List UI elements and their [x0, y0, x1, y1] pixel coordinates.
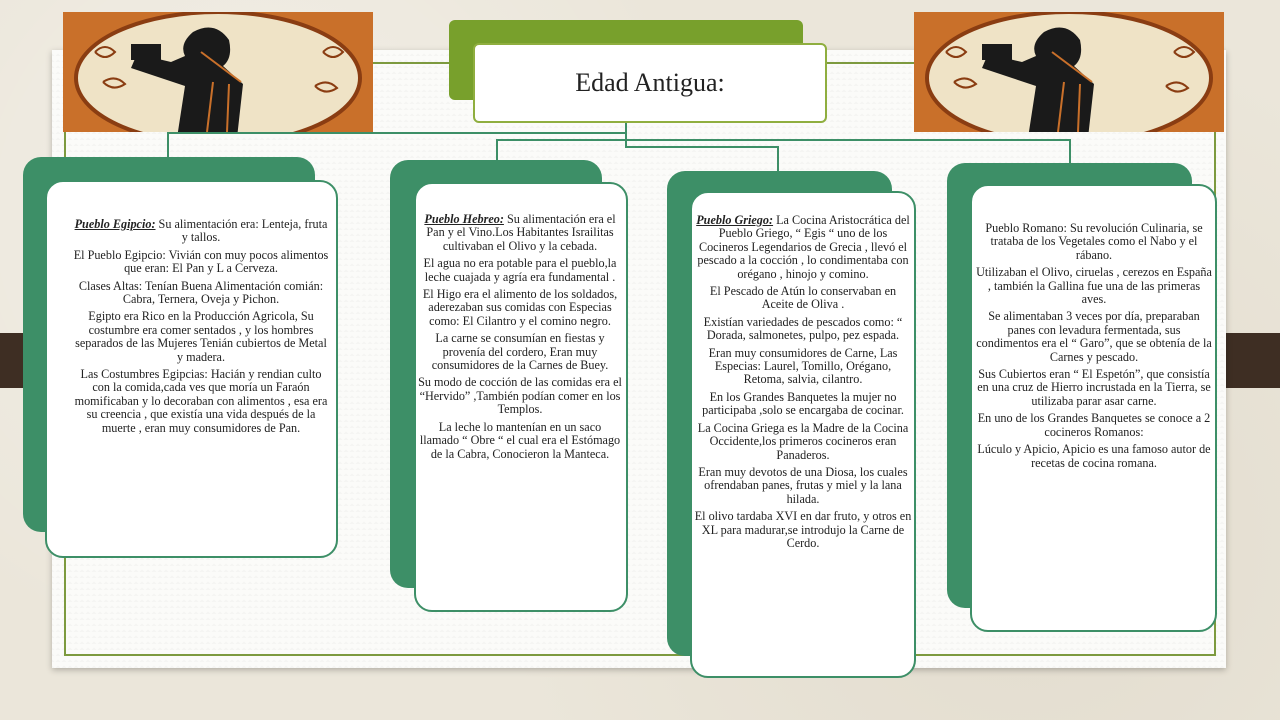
card-lead-paragraph [694, 214, 912, 281]
connector-griego [626, 123, 778, 172]
card-paragraph: En uno de los Grandes Banquetes se conoce a 2 cocineros Romanos: [977, 411, 1211, 439]
card-lead-text: Su alimentación era el Pan y el Vino.Los Habitantes Israilitas cultivaban el Olivo y la cebada. [426, 212, 616, 253]
left-decorative-image [63, 12, 373, 132]
card-paragraph: En los Grandes Banquetes la mujer no participaba ,solo se encargaba de cocinar. [702, 389, 904, 418]
greek-vase-icon [914, 12, 1224, 132]
card-text-egipcio [72, 218, 330, 439]
card-paragraph: La Cocina Griega es la Madre de la Cocina Occidente,los primeros cocineros eran Panaderos. [697, 420, 909, 462]
card-paragraph: Lúculo y Apicio, Apicio es una famoso autor de recetas de cocina romana. [977, 442, 1211, 470]
card-lead-paragraph [72, 218, 330, 245]
card-paragraph: Existían variedades de pescados como: “ Dorada, salmonetes, pulpo, pez espada. [703, 314, 903, 343]
card-paragraph: La carne se consumían en fiestas y provenía del cordero, Eran muy consumidores de la Carnes de Buey. [431, 331, 609, 373]
connector-hebreo [497, 123, 626, 162]
title-box [473, 43, 827, 123]
card-paragraph: Se alimentaban 3 veces por día, preparaban panes con levadura fermentada, sus condimentos era el “ Garo”, que se obtenía de la Carnes y pescado. [976, 309, 1212, 364]
card-paragraph: Sus Cubiertos eran “ El Espetón”, que consistía en una cruz de Hierro incrustada en la Tierra, se utilizaba parar asar carne. [977, 367, 1211, 408]
card-text-griego [694, 214, 912, 554]
card-paragraph: Utilizaban el Olivo, ciruelas , cerezos en España , también la Gallina fue una de las primeras aves. [976, 265, 1212, 307]
card-paragraph: Eran muy consumidores de Carne, Las Especias: Laurel, Tomillo, Orégano, Retoma, salvia, cilantro. [708, 345, 898, 387]
card-lead-paragraph [976, 222, 1212, 262]
right-decorative-image [914, 12, 1224, 132]
card-lead-paragraph [418, 213, 622, 253]
card-paragraph: Las Costumbres Egipcias: Hacián y rendian culto con la comida,cada ves que moría un Faraón momificaban y lo decoraban con alimentos , esa era su creencia , que existía una vida después de la muerte , eran muy consumidores de Pan. [74, 367, 328, 435]
card-paragraph: El Higo era el alimento de los soldados, aderezaban sus comidas con Especias como: El Cilantro y el comino negro. [422, 287, 618, 328]
greek-vase-icon [63, 12, 373, 132]
card-lead-text: Pueblo Romano: Su revolución Culinaria, se trataba de los Vegetales como el Nabo y el rábano. [985, 221, 1203, 262]
card-paragraph: Egipto era Rico en la Producción Agricola, Su costumbre era comer sentados , y los hombres separados de las Mujeres Tenián cubiertos de Metal y madera. [75, 309, 327, 364]
card-lead-text: La Cocina Aristocrática del Pueblo Griego, “ Egis “ uno de los Cocineros Legendarios de Grecia , llevó el pescado a la cocción , lo condimentaba con orégano , hinojo y comino. [697, 213, 910, 281]
card-text-hebreo [418, 213, 622, 465]
card-paragraph: El agua no era potable para el pueblo,la leche cuajada y agría era fundamental . [423, 256, 617, 284]
card-paragraph: La leche lo mantenían en un saco llamado “ Obre “ el cual era el Estómago de la Cabra, Conocieron la Manteca. [419, 419, 621, 461]
card-paragraph: El Pueblo Egipcio: Vivián con muy pocos alimentos que eran: El Pan y L a Cerveza. [73, 247, 329, 276]
diagram-title: Edad Antigua: [575, 68, 725, 97]
card-paragraph: Clases Altas: Tenían Buena Alimentación comián: Cabra, Ternera, Oveja y Pichon. [78, 278, 324, 307]
card-heading: Pueblo Griego: [696, 213, 774, 227]
card-lead-text: Su alimentación era: Lenteja, fruta y tallos. [155, 217, 328, 245]
card-paragraph: El Pescado de Atún lo conservaban en Aceite de Oliva . [709, 284, 897, 312]
card-text-romano [976, 222, 1212, 474]
card-heading: Pueblo Hebreo: [424, 212, 504, 226]
card-heading: Pueblo Egipcio: [74, 217, 156, 231]
card-paragraph: Eran muy devotos de una Diosa, los cuales ofrendaban panes, frutas y miel y la lana hilada. [698, 464, 908, 506]
card-paragraph: Su modo de cocción de las comidas era el “Hervido” ,También podían comer en los Templos. [418, 375, 622, 417]
card-paragraph: El olivo tardaba XVI en dar fruto, y otros en XL para madurar,se introdujo la Carne de Cerdo. [694, 509, 912, 550]
